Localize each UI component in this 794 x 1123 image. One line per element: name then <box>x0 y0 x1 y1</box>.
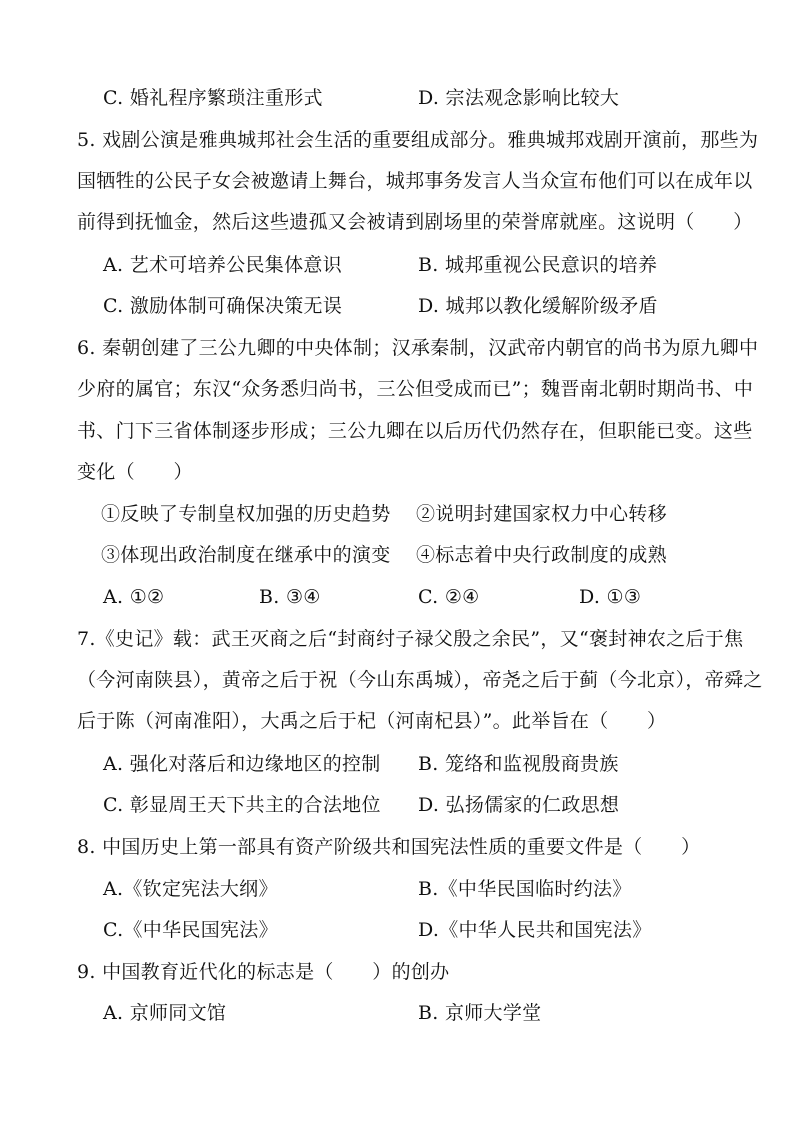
q6-statement-3: ③体现出政治制度在继承中的演变 <box>101 544 391 566</box>
q6-option-d: D. ①③ <box>579 586 642 608</box>
q5-option-a: A. 艺术可培养公民集体意识 <box>103 254 343 276</box>
q6-option-c: C. ②④ <box>418 586 480 608</box>
q6-stem-line-2: 少府的属官；东汉“众务悉归尚书，三公但受成而已”；魏晋南北朝时期尚书、中 <box>77 378 754 400</box>
q6-statement-2: ②说明封建国家权力中心转移 <box>416 503 667 525</box>
q5-option-c: C. 激励体制可确保决策无误 <box>103 295 343 317</box>
q9-stem-line-1: 9. 中国教育近代化的标志是（ ）的创办 <box>77 961 450 983</box>
q8-option-d: D.《中华人民共和国宪法》 <box>418 919 652 941</box>
q5-stem-line-2: 国牺牲的公民子女会被邀请上舞台，城邦事务发言人当众宣布他们可以在成年以 <box>77 170 753 192</box>
q7-option-a: A. 强化对落后和边缘地区的控制 <box>103 753 381 775</box>
q6-stem-line-4: 变化（ ） <box>77 461 193 483</box>
q4-option-c: C. 婚礼程序繁琐注重形式 <box>103 87 323 109</box>
q7-stem-line-1: 7.《史记》载：武王灭商之后“封商纣子禄父殷之余民”，又“褒封神农之后于焦 <box>77 628 744 650</box>
q5-option-b: B. 城邦重视公民意识的培养 <box>418 254 658 276</box>
q7-option-b: B. 笼络和监视殷商贵族 <box>418 753 619 775</box>
q6-statement-1: ①反映了专制皇权加强的历史趋势 <box>101 503 391 525</box>
q5-stem-line-1: 5. 戏剧公演是雅典城邦社会生活的重要组成部分。雅典城邦戏剧开演前，那些为 <box>77 129 759 151</box>
q6-option-b: B. ③④ <box>259 586 321 608</box>
q6-stem-line-1: 6. 秦朝创建了三公九卿的中央体制；汉承秦制，汉武帝内朝官的尚书为原九卿中 <box>77 337 759 359</box>
q6-option-a: A. ①② <box>103 586 165 608</box>
q8-option-b: B.《中华民国临时约法》 <box>418 878 632 900</box>
q4-option-d: D. 宗法观念影响比较大 <box>418 87 620 109</box>
q8-option-c: C.《中华民国宪法》 <box>103 919 278 941</box>
q6-stem-line-3: 书、门下三省体制逐步形成；三公九卿在以后历代仍然存在，但职能已变。这些 <box>77 420 753 442</box>
q5-option-d: D. 城邦以教化缓解阶级矛盾 <box>418 295 658 317</box>
q7-stem-line-3: 后于陈（河南准阳），大禹之后于杞（河南杞县）”。此举旨在（ ） <box>77 710 667 732</box>
q6-statement-4: ④标志着中央行政制度的成熟 <box>416 544 667 566</box>
q7-stem-line-2: （今河南陕县），黄帝之后于祝（今山东禹城），帝尧之后于蓟（今北京），帝舜之 <box>77 669 763 691</box>
q7-option-d: D. 弘扬儒家的仁政思想 <box>418 794 620 816</box>
q8-option-a: A.《钦定宪法大纲》 <box>103 878 278 900</box>
q5-stem-line-3: 前得到抚恤金，然后这些遗孤又会被请到剧场里的荣誉席就座。这说明（ ） <box>77 211 753 233</box>
q8-stem-line-1: 8. 中国历史上第一部具有资产阶级共和国宪法性质的重要文件是（ ） <box>77 836 701 858</box>
q9-option-a: A. 京师同文馆 <box>103 1002 227 1024</box>
q9-option-b: B. 京师大学堂 <box>418 1002 542 1024</box>
q7-option-c: C. 彰显周王天下共主的合法地位 <box>103 794 381 816</box>
